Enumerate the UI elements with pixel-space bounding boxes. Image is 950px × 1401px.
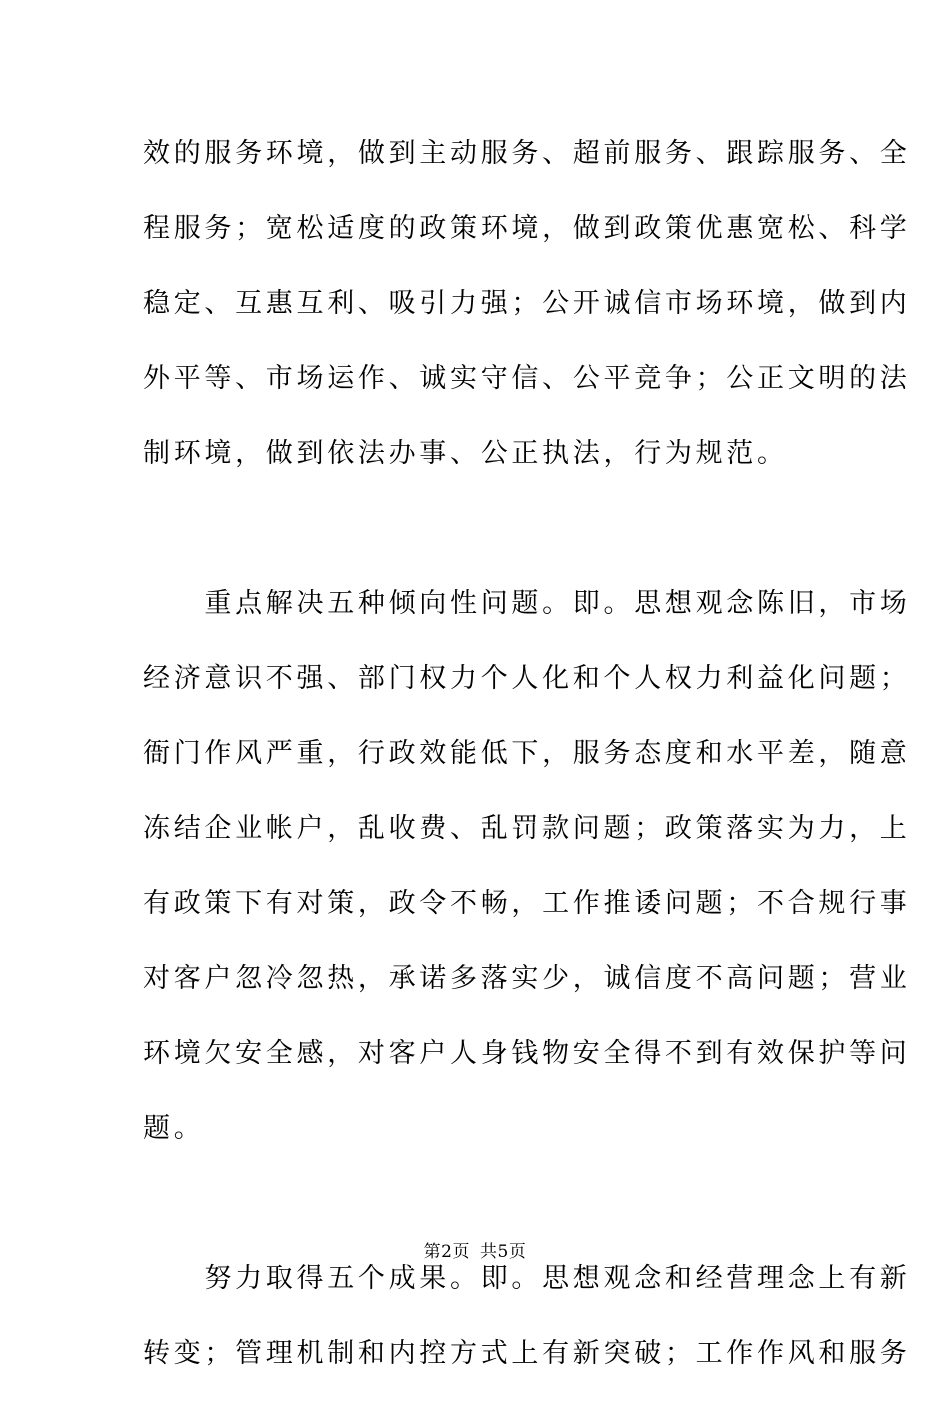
text-line: 稳定、互惠互利、吸引力强；公开诚信市场环境，做到内 [143,288,911,319]
text-line: 重点解决五种倾向性问题。即。思想观念陈旧，市场 [143,588,911,619]
text-line: 题。 [143,1113,205,1144]
text-line: 程服务；宽松适度的政策环境，做到政策优惠宽松、科学 [143,213,911,244]
text-line: 衙门作风严重，行政效能低下，服务态度和水平差，随意 [143,738,911,769]
text-line: 转变；管理机制和内控方式上有新突破；工作作风和服务 [143,1338,911,1369]
text-line: 外平等、市场运作、诚实守信、公平竞争；公正文明的法 [143,363,911,394]
text-line: 经济意识不强、部门权力个人化和个人权力利益化问题； [143,663,911,694]
page-total: 共5页 [480,1242,527,1262]
page-number: 第2页 [423,1242,470,1262]
document-body [143,126,911,1401]
page-footer [0,1240,950,1264]
text-line: 制环境，做到依法办事、公正执法，行为规范。 [143,438,788,469]
paragraph-gap [143,501,808,576]
text-line: 环境欠安全感，对客户人身钱物安全得不到有效保护等问 [143,1038,911,1069]
text-line: 冻结企业帐户，乱收费、乱罚款问题；政策落实为力，上 [143,813,911,844]
text-line: 效的服务环境，做到主动服务、超前服务、跟踪服务、全 [143,138,911,169]
text-line: 对客户忽冷忽热，承诺多落实少，诚信度不高问题；营业 [143,963,911,994]
text-line: 努力取得五个成果。即。思想观念和经营理念上有新 [143,1263,911,1294]
text-line: 有政策下有对策，政令不畅，工作推诿问题；不合规行事 [143,888,911,919]
